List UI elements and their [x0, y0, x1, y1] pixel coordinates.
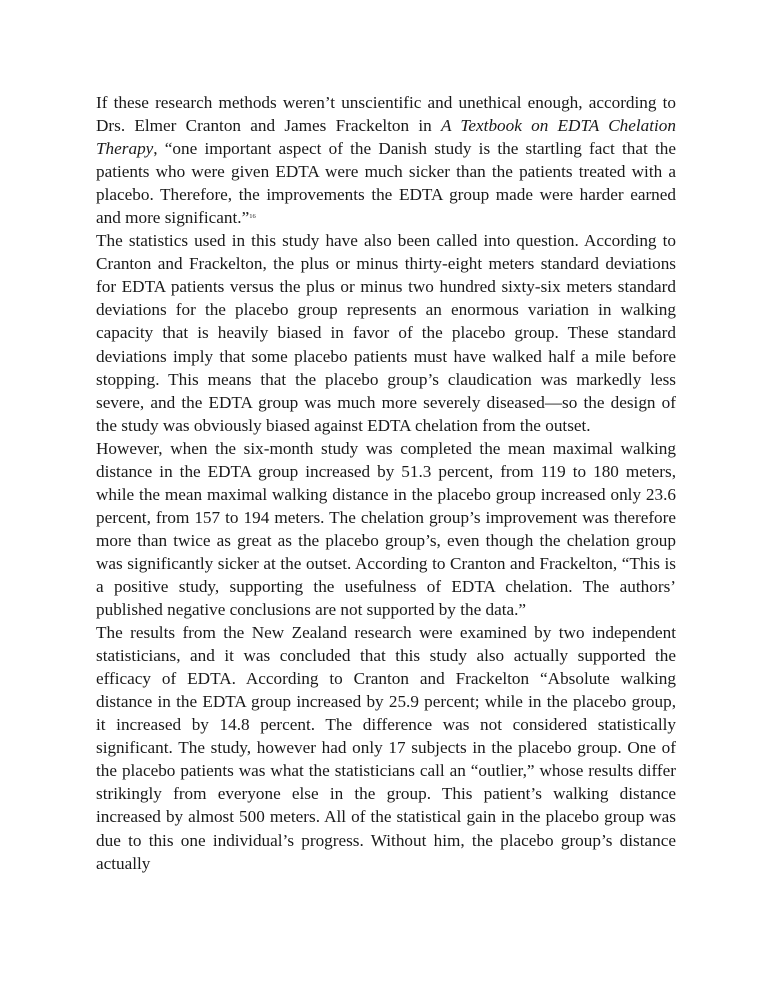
text-run: , “one important aspect of the Danish study is the startling fact that the patients who were given EDTA were much sicker than the patients treated with a placebo. Therefore, the improvements the EDTA group made were harder earned and more significant.”: [96, 139, 676, 228]
paragraph: [96, 437, 676, 621]
footnote-reference: 16: [249, 213, 256, 221]
text-run: The results from the New Zealand research were examined by two independent statisticians, and it was concluded that this study also actually supported the efficacy of EDTA. According to Cranton and Frackelton “Absolute walking distance in the EDTA group increased by 25.9 percent; while in the placebo group, it increased by 14.8 percent. The difference was not considered statistically significant. The study, however had only 17 subjects in the placebo group. One of the placebo patients was what the statisticians call an “outlier,” whose results differ strikingly from everyone else in the group. This patient’s walking distance increased by almost 500 meters. All of the statistical gain in the placebo group was due to this one individual’s progress. Without him, the placebo group’s distance actually: [96, 623, 676, 873]
body-text: [96, 91, 676, 875]
book-title: A Textbook on EDTA Chelation Therapy: [96, 116, 676, 159]
text-run: If these research methods weren’t unscientific and unethical enough, according to Drs. Elmer Cranton and James Frackelton in: [96, 93, 676, 136]
text-run: The statistics used in this study have also been called into question. According to Cranton and Frackelton, the plus or minus thirty-eight meters standard deviations for EDTA patients versus the plus or minus two hundred sixty-six meters standard deviations for the placebo group represents an enormous variation in walking capacity that is heavily biased in favor of the placebo group. These standard deviations imply that some placebo patients must have walked half a mile before stopping. This means that the placebo group’s claudication was markedly less severe, and the EDTA group was much more severely diseased—so the design of the study was obviously biased against EDTA chelation from the outset.: [96, 231, 676, 435]
text-run: However, when the six-month study was completed the mean maximal walking distance in the EDTA group increased by 51.3 percent, from 119 to 180 meters, while the mean maximal walking distance in the placebo group increased only 23.6 percent, from 157 to 194 meters. The chelation group’s improvement was therefore more than twice as great as the placebo group’s, even though the chelation group was significantly sicker at the outset. According to Cranton and Frackelton, “This is a positive study, supporting the usefulness of EDTA chelation. The authors’ published negative conclusions are not supported by the data.”: [96, 438, 676, 620]
paragraph: [96, 91, 676, 229]
paragraph: [96, 229, 676, 436]
paragraph: [96, 621, 676, 875]
